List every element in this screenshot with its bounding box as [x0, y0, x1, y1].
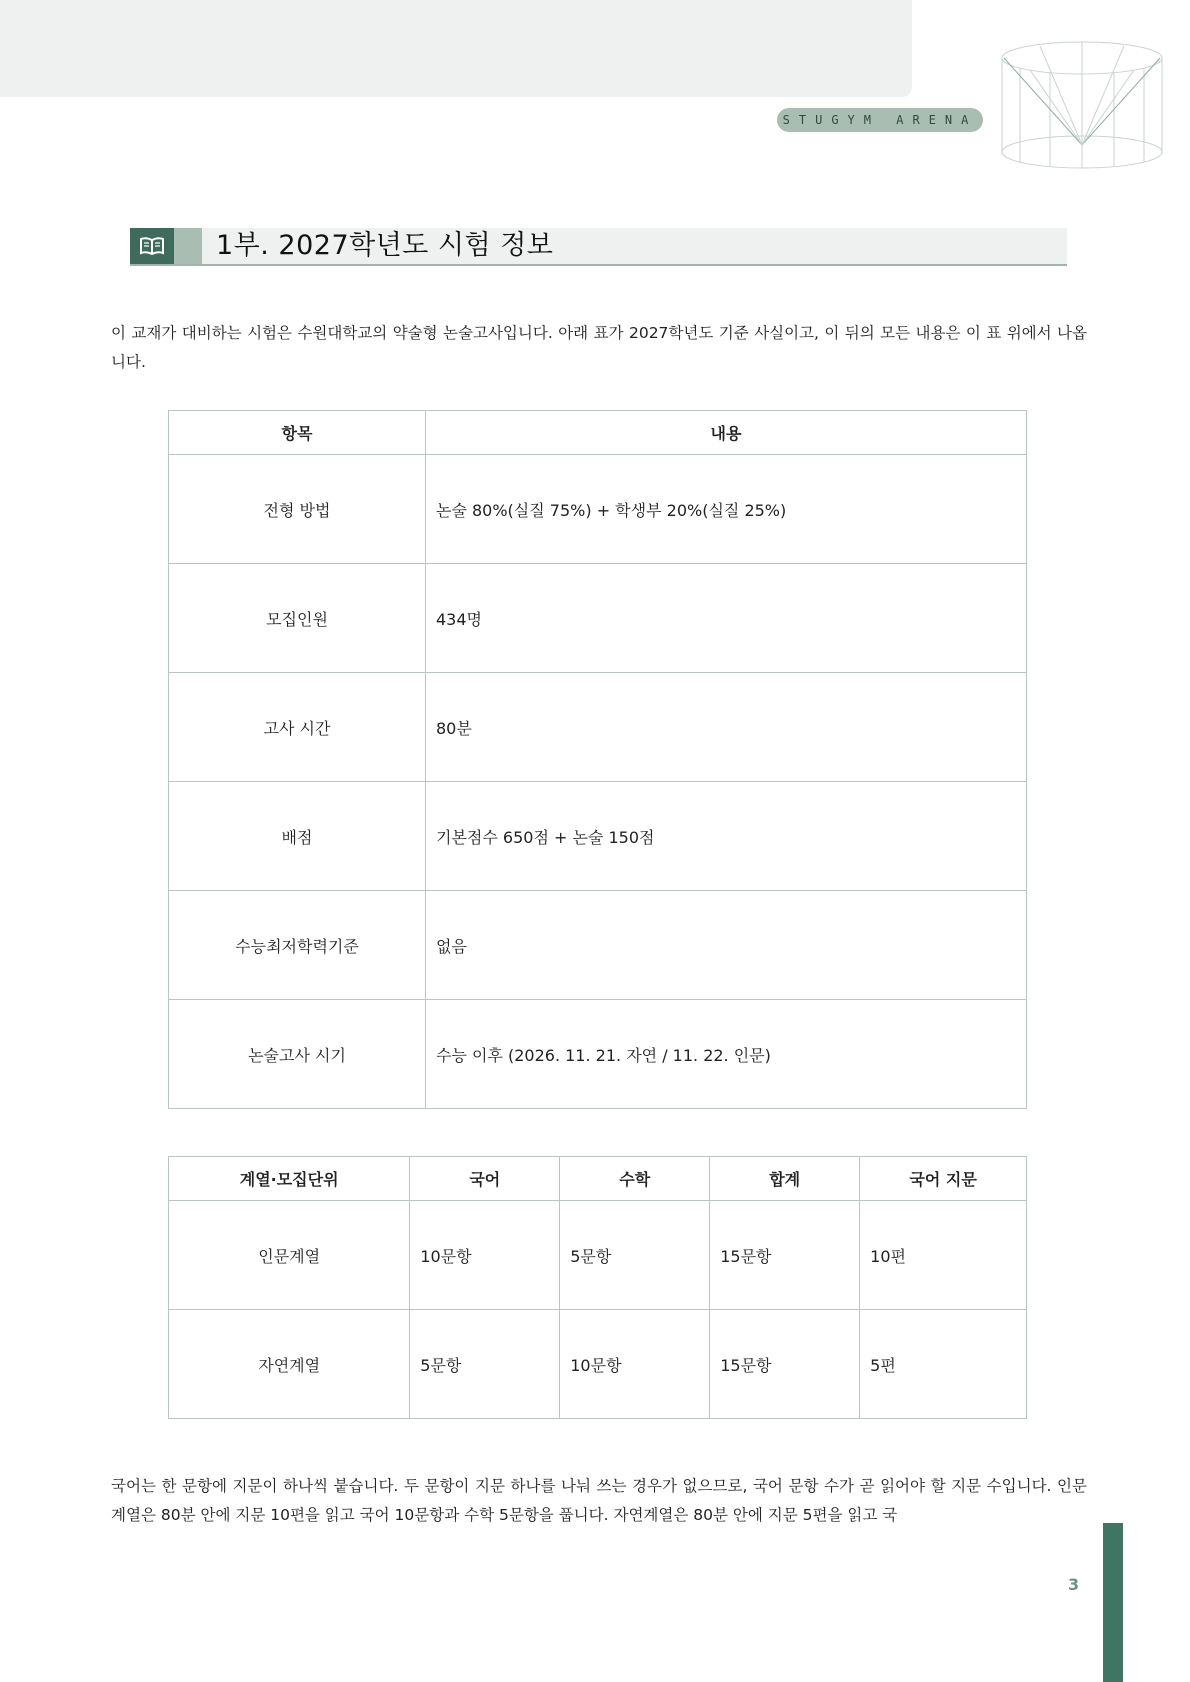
column-header: 계열·모집단위: [169, 1157, 410, 1201]
column-header: 수학: [560, 1157, 710, 1201]
outro-paragraph: 국어는 한 문항에 지문이 하나씩 붙습니다. 두 문항이 지문 하나를 나눠 쓰는 경우가 없으므로, 국어 문항 수가 곧 읽어야 할 지문 수입니다. 인문계열은 80분 안에 지문 10편을 읽고 국어 10문항과 수학 5문항을 풉니다. 자연계열은 80분 안에 지문 5편을 읽고 국: [111, 1476, 1087, 1524]
brand-label: STUGYM ARENA: [777, 108, 983, 132]
question-count-table: [168, 1156, 1027, 1419]
table-row: [169, 891, 1027, 1000]
row-value: 80분: [426, 673, 1027, 782]
page-edge-tab: [1103, 1523, 1123, 1682]
row-label: 모집인원: [169, 564, 426, 673]
table-row: [169, 782, 1027, 891]
section-accent: [174, 228, 202, 264]
table-row: [169, 455, 1027, 564]
passage-count: 10편: [860, 1201, 1027, 1310]
row-label: 배점: [169, 782, 426, 891]
korean-count: 5문항: [410, 1310, 560, 1419]
table-row: [169, 1000, 1027, 1109]
table-row: [169, 673, 1027, 782]
row-label: 인문계열: [169, 1201, 410, 1310]
intro-paragraph: 이 교재가 대비하는 시험은 수원대학교의 약술형 논술고사입니다. 아래 표가 2027학년도 기준 사실이고, 이 뒤의 모든 내용은 이 표 위에서 나옵니다.: [111, 323, 1087, 371]
table-row: [169, 1201, 1027, 1310]
math-count: 10문항: [560, 1310, 710, 1419]
row-label: 수능최저학력기준: [169, 891, 426, 1000]
total-count: 15문항: [710, 1201, 860, 1310]
row-label: 고사 시간: [169, 673, 426, 782]
row-label: 논술고사 시기: [169, 1000, 426, 1109]
section-header: [130, 228, 1067, 266]
table-row: [169, 1310, 1027, 1419]
passage-count: 5편: [860, 1310, 1027, 1419]
page-number: 3: [1068, 1575, 1080, 1594]
row-value: 없음: [426, 891, 1027, 1000]
column-header: 국어: [410, 1157, 560, 1201]
section-title: 1부. 2027학년도 시험 정보: [216, 230, 554, 261]
exam-info-table: [168, 410, 1027, 1109]
column-header: 합계: [710, 1157, 860, 1201]
book-icon: [130, 228, 174, 264]
table-row: [169, 564, 1027, 673]
header-band: [0, 0, 912, 97]
column-header: 국어 지문: [860, 1157, 1027, 1201]
total-count: 15문항: [710, 1310, 860, 1419]
cone-decoration: [1000, 40, 1165, 172]
row-label: 자연계열: [169, 1310, 410, 1419]
row-value: 논술 80%(실질 75%) + 학생부 20%(실질 25%): [426, 455, 1027, 564]
row-value: 수능 이후 (2026. 11. 21. 자연 / 11. 22. 인문): [426, 1000, 1027, 1109]
table-header-row: [169, 411, 1027, 455]
korean-count: 10문항: [410, 1201, 560, 1310]
column-header: 내용: [426, 411, 1027, 455]
table-header-row: [169, 1157, 1027, 1201]
math-count: 5문항: [560, 1201, 710, 1310]
column-header: 항목: [169, 411, 426, 455]
row-value: 기본점수 650점 + 논술 150점: [426, 782, 1027, 891]
row-label: 전형 방법: [169, 455, 426, 564]
row-value: 434명: [426, 564, 1027, 673]
